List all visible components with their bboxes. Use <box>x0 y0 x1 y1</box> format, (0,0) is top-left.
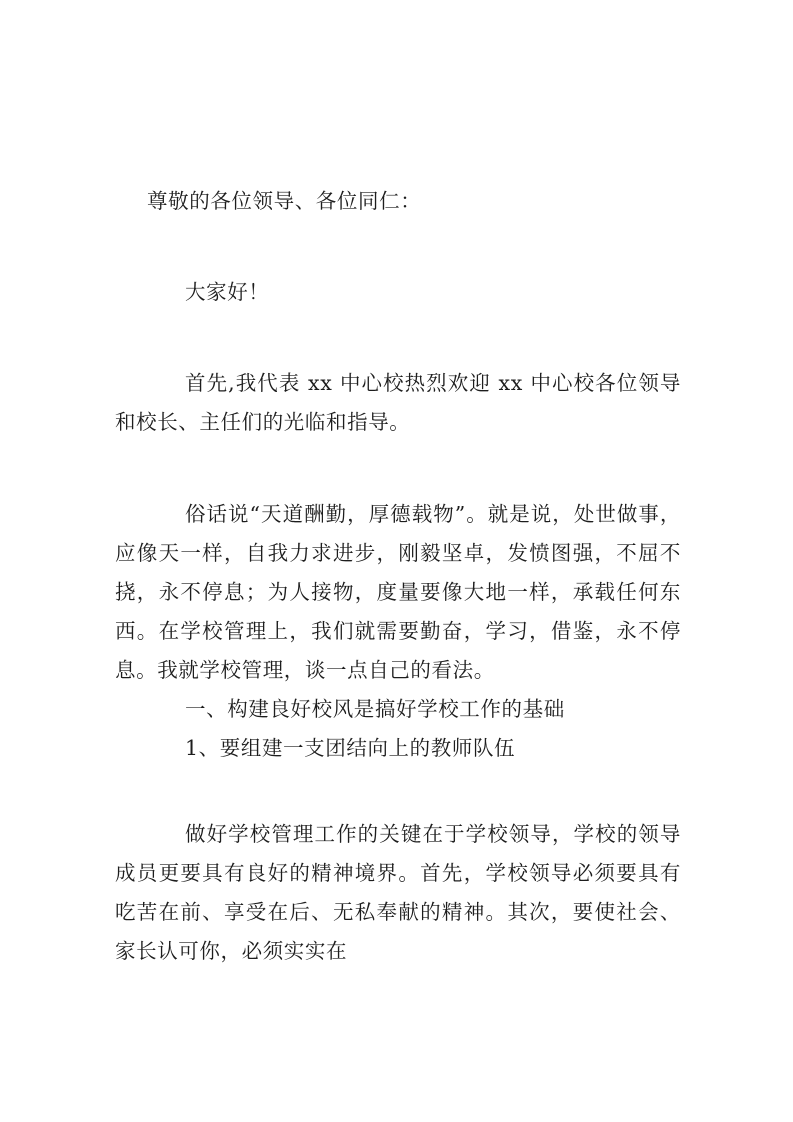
section-heading-one: 一、构建良好校风是搞好学校工作的基础 <box>185 697 565 721</box>
hello-paragraph: 大家好！ <box>185 280 270 304</box>
welcome-paragraph: 首先,我代表 xx 中心校热烈欢迎 xx 中心校各位领导和校长、主任们的光临和指导。 <box>115 371 681 434</box>
section-heading-one-one: 1、要组建一支团结向上的教师队伍 <box>185 736 516 760</box>
proverb-paragraph: 俗话说“天道酬勤，厚德载物”。就是说，处世做事，应像天一样，自我力求进步，刚毅坚卓，发愤图强，不屈不挠，永不停息；为人接物，度量要像大地一样，承载任何东西。在学校管理上，我们就需要勤奋，学习，借鉴，永不停息。我就学校管理，谈一点自己的看法。 <box>115 502 681 682</box>
salutation-paragraph: 尊敬的各位领导、各位同仁： <box>147 189 422 213</box>
document-body <box>115 0 681 971</box>
leadership-paragraph: 做好学校管理工作的关键在于学校领导，学校的领导成员更要具有良好的精神境界。首先，学校领导必须要具有吃苦在前、享受在后、无私奉献的精神。其次，要使社会、家长认可你，必须实实在 <box>115 822 681 963</box>
